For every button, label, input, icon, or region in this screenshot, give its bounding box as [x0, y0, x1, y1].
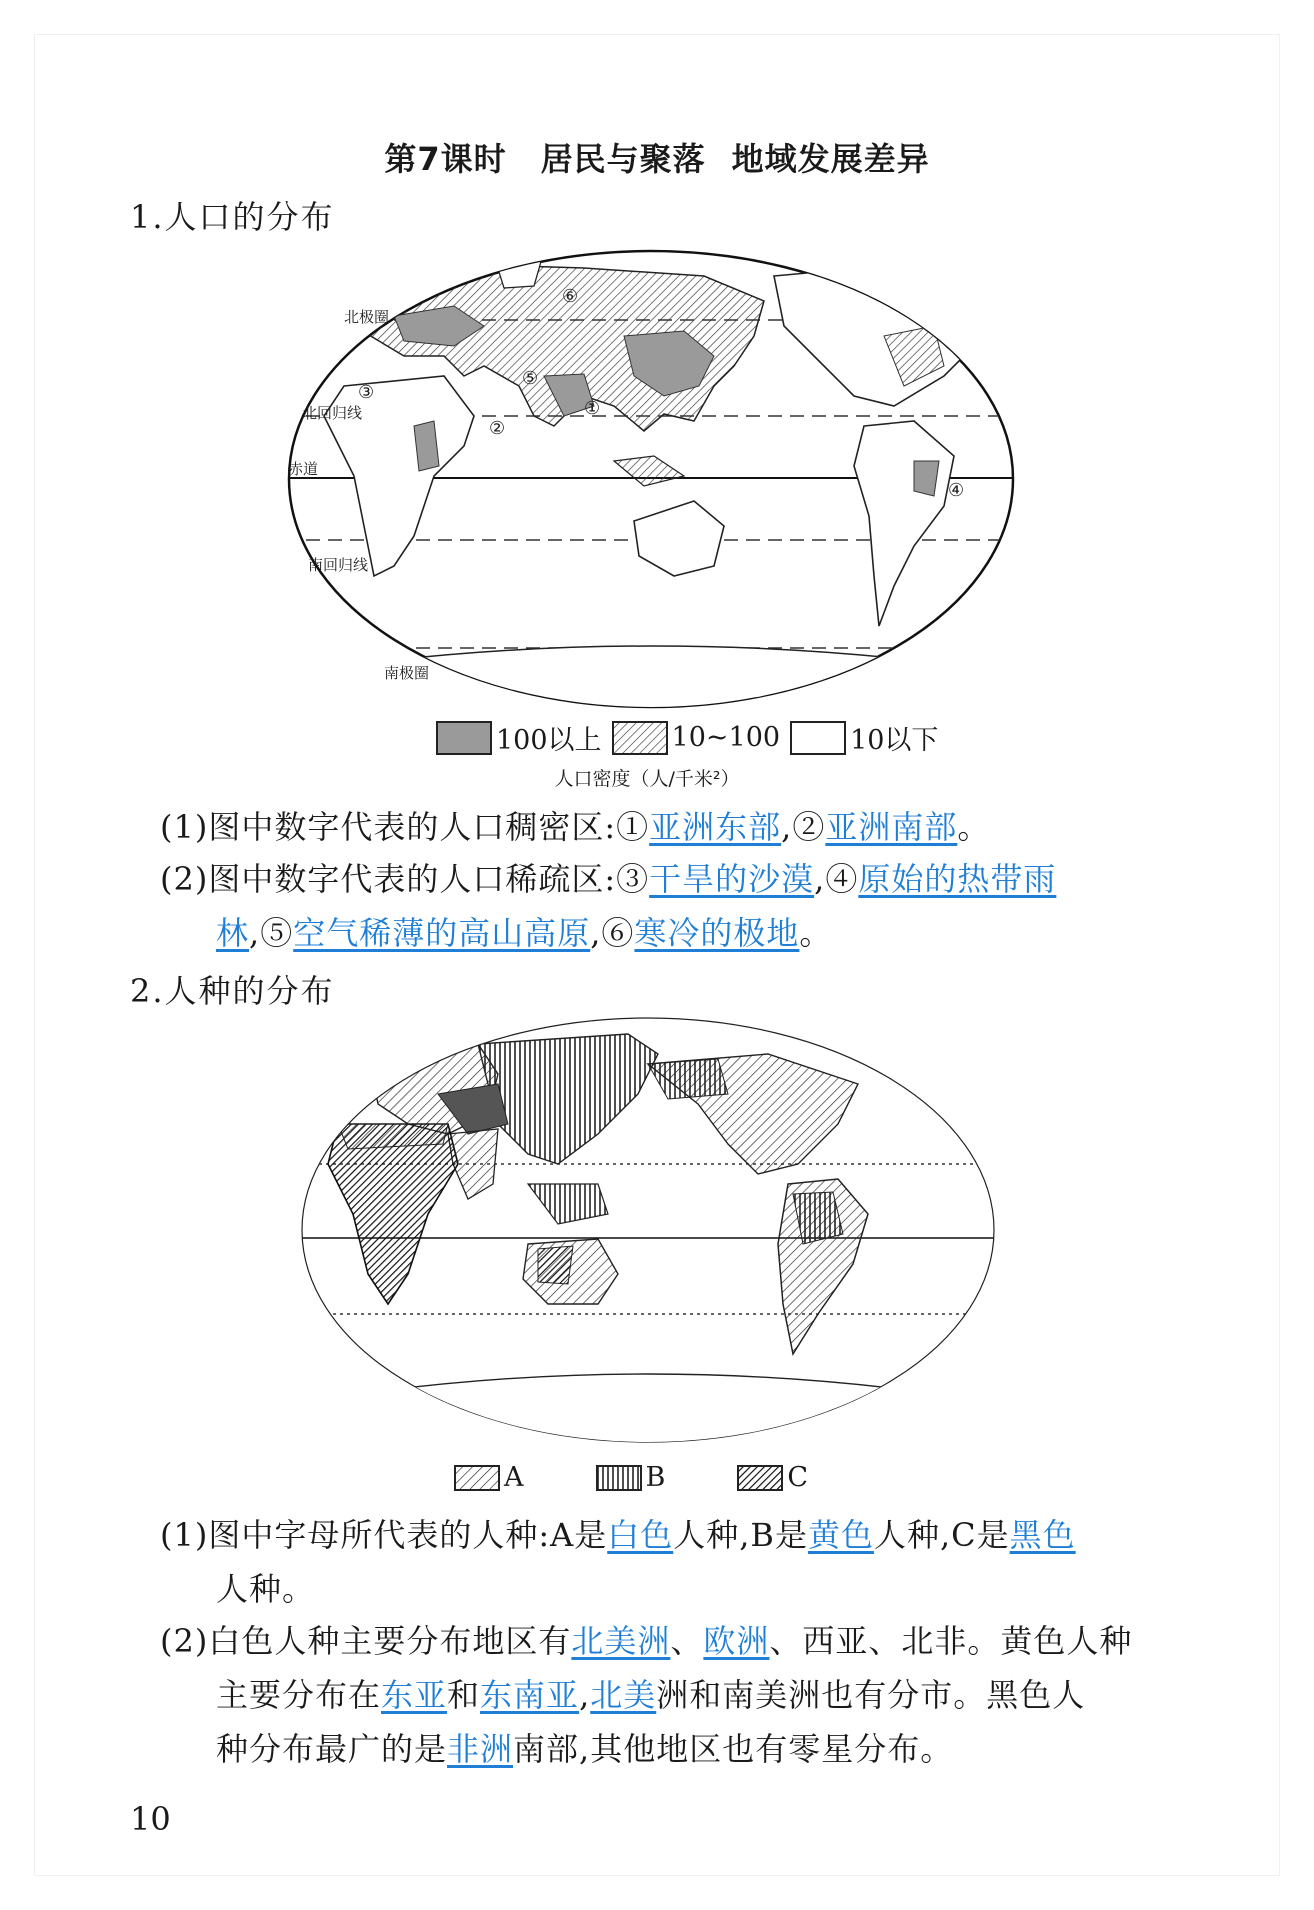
s2q2-rest2: 洲和南美洲也有分市。黑色人 — [656, 1676, 1086, 1714]
label-arctic-circle: 北极圈 — [344, 308, 390, 326]
marker-2: ② — [489, 418, 506, 439]
legend-swatch-a — [454, 1465, 500, 1491]
section-1-heading: 1.人口的分布 — [130, 198, 335, 236]
q2-sep3: ,⑥ — [590, 914, 635, 952]
label-tropic-capricorn: 南回归线 — [308, 556, 369, 574]
answer-polar: 寒冷的极地 — [634, 914, 800, 952]
s2q1-text: (1)图中字母所代表的人种:A是 — [160, 1516, 608, 1554]
legend-label-b: B — [645, 1462, 666, 1493]
marker-5: ⑤ — [522, 368, 539, 389]
page-title — [0, 134, 1314, 180]
q2-text: (2)图中数字代表的人口稀疏区:③ — [160, 860, 650, 898]
s2q2-l2-prefix: 主要分布在 — [216, 1676, 382, 1714]
race-legend — [454, 1462, 808, 1493]
legend-swatch-c — [737, 1465, 783, 1491]
answer-europe: 欧洲 — [703, 1622, 770, 1660]
section-1-question-1 — [160, 800, 1180, 854]
marker-3: ③ — [358, 382, 375, 403]
topic-1: 居民与聚落 — [540, 140, 706, 178]
answer-north-america-2: 北美 — [590, 1676, 657, 1714]
s2q2-and: 和 — [447, 1676, 481, 1714]
legend-label-low: 10以下 — [850, 725, 939, 756]
q2-sep1: ,④ — [814, 860, 859, 898]
legend-swatch-high — [436, 721, 492, 755]
s2q2-rest3: 南部,其他地区也有零星分布。 — [513, 1730, 954, 1768]
s2q2-sep1: 、 — [670, 1622, 704, 1660]
legend-swatch-medium — [612, 721, 668, 755]
section-2-heading: 2.人种的分布 — [130, 972, 335, 1010]
s2q1-mid1: 人种,B是 — [673, 1516, 808, 1554]
legend-label-medium: 10~100 — [671, 722, 781, 753]
answer-southeast-asia: 东南亚 — [480, 1676, 580, 1714]
legend-swatch-b — [596, 1465, 642, 1491]
label-antarctic-circle: 南极圈 — [384, 664, 430, 682]
race-distribution-map — [298, 1014, 998, 1454]
section-2-question-2 — [160, 1614, 1180, 1776]
legend-caption: 人口密度（人/千米²） — [554, 768, 740, 790]
marker-4: ④ — [948, 480, 965, 501]
answer-desert: 干旱的沙漠 — [649, 860, 815, 898]
q2-end: 。 — [799, 914, 833, 952]
answer-north-america: 北美洲 — [571, 1622, 671, 1660]
answer-rainforest-1: 原始的热带雨 — [858, 860, 1057, 898]
s2q2-comma: , — [579, 1676, 591, 1714]
s2q2-l3-prefix: 种分布最广的是 — [216, 1730, 448, 1768]
s2q1-line2: 人种。 — [216, 1570, 316, 1608]
lesson-number: 第7课时 — [384, 140, 507, 178]
answer-plateau: 空气稀薄的高山高原 — [293, 914, 591, 952]
s2q2-text: (2)白色人种主要分布地区有 — [160, 1622, 572, 1660]
legend-label-a: A — [504, 1462, 524, 1493]
answer-south-asia: 亚洲南部 — [825, 808, 958, 846]
answer-east-asia-2: 东亚 — [381, 1676, 448, 1714]
marker-1: ① — [584, 398, 601, 419]
q1-text: (1)图中数字代表的人口稠密区:① — [160, 808, 650, 846]
section-1-question-2 — [160, 852, 1180, 960]
answer-rainforest-2: 林 — [216, 914, 250, 952]
answer-africa: 非洲 — [447, 1730, 514, 1768]
page-number: 10 — [130, 1800, 171, 1838]
population-density-map — [284, 246, 1018, 716]
q1-sep: ,② — [781, 808, 826, 846]
topic-2: 地域发展差异 — [731, 140, 930, 178]
legend-swatch-low — [790, 721, 846, 755]
answer-yellow: 黄色 — [807, 1516, 874, 1554]
section-2-question-1 — [160, 1508, 1180, 1616]
s2q2-rest1: 、西亚、北非。黄色人种 — [769, 1622, 1133, 1660]
q2-sep2: ,⑤ — [249, 914, 294, 952]
marker-6: ⑥ — [562, 286, 579, 307]
legend-label-c: C — [787, 1462, 809, 1493]
label-tropic-cancer: 北回归线 — [302, 404, 363, 422]
q1-end: 。 — [957, 808, 991, 846]
legend-label-high: 100以上 — [496, 725, 602, 756]
answer-east-asia: 亚洲东部 — [649, 808, 782, 846]
population-legend — [436, 718, 938, 757]
s2q1-mid2: 人种,C是 — [873, 1516, 1010, 1554]
label-equator: 赤道 — [288, 460, 319, 478]
answer-black: 黑色 — [1009, 1516, 1076, 1554]
answer-white: 白色 — [607, 1516, 674, 1554]
